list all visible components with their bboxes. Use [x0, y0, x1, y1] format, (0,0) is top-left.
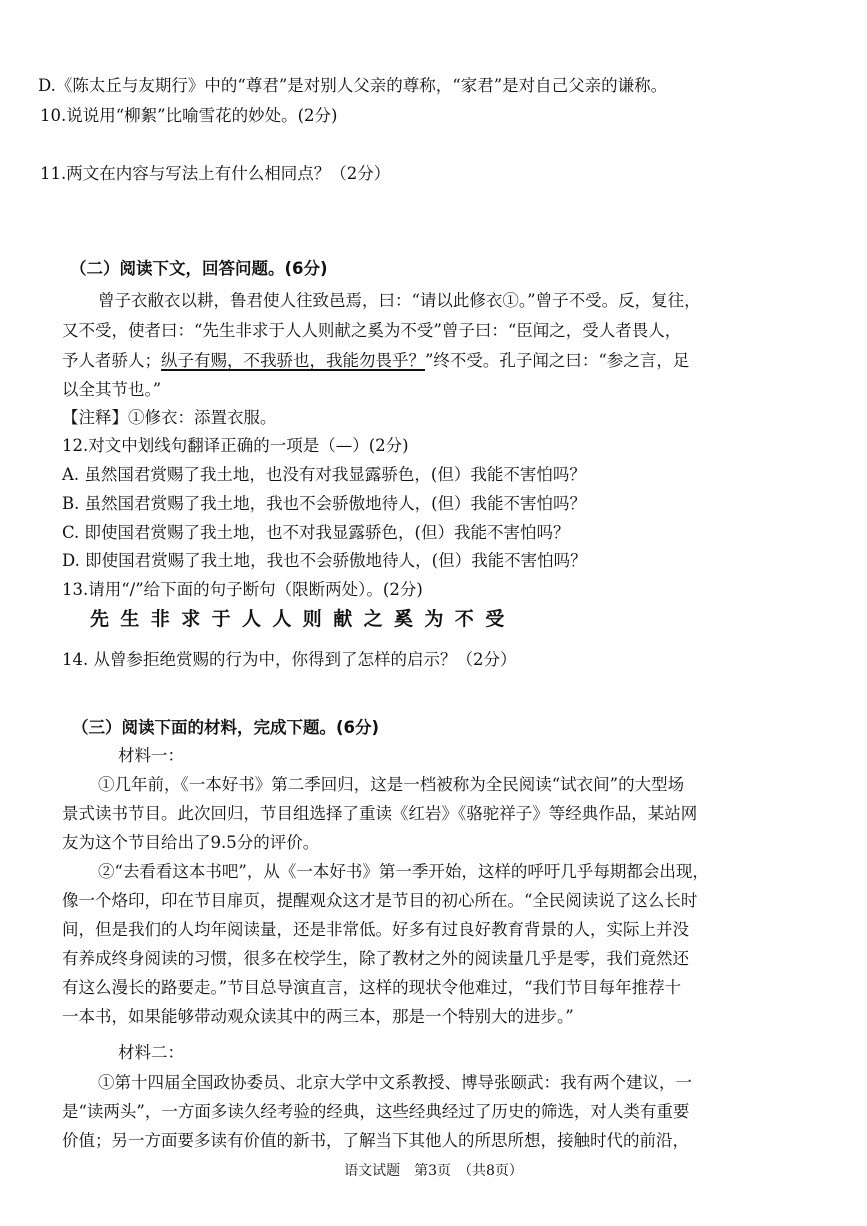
- material-1-p2-line-5: 有这么漫长的路要走。”节目总导演直言，这样的现状令他难过，“我们节目每年推荐十: [62, 978, 682, 997]
- underlined-sentence: 纵子有赐，不我骄也，我能勿畏乎？: [161, 351, 425, 370]
- material-1-p2-line-1: ②“去看看这本书吧”，从《一本好书》第一季开始，这样的呼吁几乎每期都会出现，: [98, 862, 709, 881]
- material-1-p2-line-2: 像一个烙印，印在节目扉页，提醒观众这才是节目的初心所在。“全民阅读说了这么长时: [62, 891, 698, 910]
- material-2-p1-line-1: ①第十四届全国政协委员、北京大学中文系教授、博导张颐武：我有两个建议，一: [98, 1073, 692, 1092]
- question-13: 13.请用“/”给下面的句子断句（限断两处）。(2分): [62, 580, 423, 599]
- material-2-label: 材料二：: [118, 1043, 184, 1062]
- question-10: 10.说说用“柳絮”比喻雪花的妙处。(2分): [40, 106, 338, 125]
- question-12: 12.对文中划线句翻译正确的一项是（—）(2分): [62, 436, 409, 455]
- material-1-label: 材料一：: [118, 746, 184, 765]
- passage-line-1: 曾子衣敝衣以耕，鲁君使人往致邑焉，曰：“请以此修衣①。”曾子不受。反，复往，: [98, 291, 701, 310]
- passage-line-2: 又不受，使者曰：“先生非求于人人则献之奚为不受”曾子曰：“臣闻之，受人者畏人，: [62, 321, 682, 340]
- material-1-p2-line-4: 有养成终身阅读的习惯，很多在校学生，除了教材之外的阅读量几乎是零，我们竟然还: [62, 949, 689, 968]
- material-1-p2-line-3: 间，但是我们的人均年阅读量，还是非常低。好多有过良好教育背景的人，实际上并没: [62, 920, 689, 939]
- passage-line-3-start: 予人者骄人；: [62, 351, 161, 370]
- page-footer: 语文试题 第3页 （共8页）: [344, 1163, 523, 1179]
- option-d-previous: D.《陈太丘与友期行》中的“尊君”是对别人父亲的尊称，“家君”是对自己父亲的谦称。: [38, 76, 668, 95]
- passage-line-3: [62, 347, 689, 371]
- material-2-p1-line-2: 是“读两头”，一方面多读久经考验的经典，这些经典经过了历史的筛选，对人类有重要: [62, 1102, 690, 1121]
- section-3-title: （三）阅读下面的材料，完成下题。(6分): [72, 718, 380, 737]
- material-1-p2-line-6: 一本书，如果能够带动观众读其中的两三本，那是一个特别大的进步。”: [62, 1007, 574, 1026]
- annotation: 【注释】①修衣：添置衣服。: [62, 408, 277, 427]
- option-a: A. 虽然国君赏赐了我土地，也没有对我显露骄色，(但）我能不害怕吗？: [62, 465, 586, 484]
- sentence-to-punctuate: 先生非求于人人则献之奚为不受: [90, 608, 516, 630]
- question-11: 11.两文在内容与写法上有什么相同点？（2分）: [40, 164, 391, 183]
- passage-line-4: 以全其节也。”: [62, 380, 162, 399]
- material-1-p1-line-1: ①几年前，《一本好书》第二季回归，这是一档被称为全民阅读“试衣间”的大型场: [98, 775, 685, 794]
- material-1-p1-line-2: 景式读书节目。此次回归，节目组选择了重读《红岩》《骆驼祥子》等经典作品，某站网: [62, 804, 698, 823]
- material-2-p1-line-3: 价值；另一方面要多读有价值的新书，了解当下其他人的所思所想，接触时代的前沿，: [62, 1131, 689, 1150]
- passage-line-3-end: ”终不受。孔子闻之曰：“参之言，足: [425, 351, 690, 370]
- option-c: C. 即使国君赏赐了我土地，也不对我显露骄色，(但）我能不害怕吗？: [62, 523, 570, 542]
- material-1-p1-line-3: 友为这个节目给出了9.5分的评价。: [62, 833, 320, 852]
- option-b: B. 虽然国君赏赐了我土地，我也不会骄傲地待人，(但）我能不害怕吗？: [62, 494, 587, 513]
- question-14: 14. 从曾参拒绝赏赐的行为中，你得到了怎样的启示？（2分）: [62, 650, 517, 669]
- option-d: D. 即使国君赏赐了我土地，我也不会骄傲地待人，(但）我能不害怕吗？: [62, 551, 587, 570]
- section-2-title: （二）阅读下文，回答问题。(6分): [70, 259, 328, 278]
